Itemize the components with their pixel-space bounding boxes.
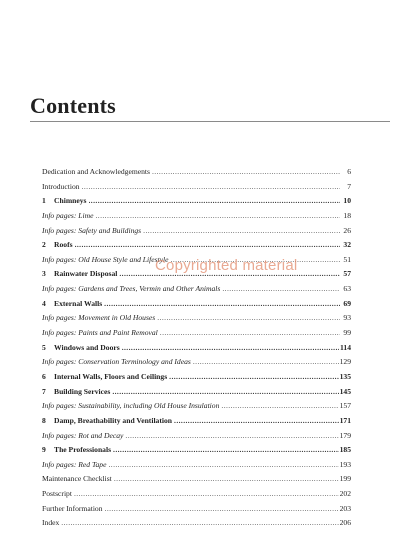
- toc-entry: [42, 311, 351, 326]
- toc-entry-label: Building Services: [54, 386, 111, 396]
- dot-leader: [193, 355, 339, 370]
- toc-entry-page: 57: [343, 269, 351, 279]
- dot-leader: [125, 429, 338, 444]
- dot-leader: [112, 385, 338, 400]
- toc-entry-page: 7: [347, 181, 351, 191]
- chapter-number: 5: [42, 342, 46, 352]
- chapter-number: 2: [42, 240, 46, 250]
- toc-entry: [42, 165, 351, 180]
- toc-entry-page: 18: [343, 210, 351, 220]
- toc-entry-label: Info pages: Lime: [42, 210, 94, 220]
- toc-entry-label: Info pages: Movement in Old Houses: [42, 313, 156, 323]
- dot-leader: [113, 443, 339, 458]
- toc-entry-page: 157: [339, 401, 351, 411]
- chapter-number: 3: [42, 269, 46, 279]
- dot-leader: [152, 165, 340, 180]
- toc-entry-label: Info pages: Sustainability, including Old House Insulation: [42, 401, 220, 411]
- toc-entry: [42, 209, 351, 224]
- toc-entry-label: External Walls: [54, 298, 103, 308]
- toc-entry-label: Info pages: Conservation Terminology and Ideas: [42, 357, 191, 367]
- toc-entry-label: Info pages: Paints and Paint Removal: [42, 328, 158, 338]
- dot-leader: [174, 414, 339, 429]
- chapter-number: 4: [42, 298, 46, 308]
- toc-entry-page: 206: [339, 518, 351, 528]
- toc-entry: [42, 472, 351, 487]
- dot-leader: [221, 399, 338, 414]
- toc-entry-label: Further Information: [42, 503, 103, 513]
- toc-entry-page: 99: [343, 328, 351, 338]
- heading-rule: [30, 121, 390, 122]
- toc-entry-label: Internal Walls, Floors and Ceilings: [54, 371, 168, 381]
- toc-entry: [42, 297, 351, 312]
- chapter-number: 1: [42, 196, 46, 206]
- dot-leader: [157, 311, 340, 326]
- chapter-number: 9: [42, 445, 46, 455]
- toc-entry-page: 179: [339, 430, 351, 440]
- chapter-number: 8: [42, 415, 46, 425]
- toc-entry-label: Postscript: [42, 489, 72, 499]
- toc-entry-page: 69: [343, 298, 351, 308]
- toc-entry: [42, 194, 351, 209]
- toc-entry-page: 193: [339, 459, 351, 469]
- dot-leader: [95, 209, 340, 224]
- dot-leader: [169, 370, 338, 385]
- chapter-number: 7: [42, 386, 46, 396]
- dot-leader: [89, 194, 341, 209]
- toc-entry: [42, 385, 351, 400]
- dot-leader: [171, 253, 340, 268]
- toc-entry-page: 32: [343, 240, 351, 250]
- toc-entry: [42, 341, 351, 356]
- toc-entry: [42, 458, 351, 473]
- toc-entry: [42, 443, 351, 458]
- dot-leader: [74, 487, 339, 502]
- toc-entry: [42, 487, 351, 502]
- toc-entry-label: Info pages: Rot and Decay: [42, 430, 124, 440]
- toc-entry: [42, 253, 351, 268]
- dot-leader: [114, 472, 339, 487]
- toc-entry: [42, 370, 351, 385]
- toc-entry-page: 171: [339, 415, 351, 425]
- dot-leader: [75, 238, 340, 253]
- dot-leader: [61, 516, 338, 531]
- toc-entry-page: 129: [339, 357, 351, 367]
- toc-entry-page: 93: [343, 313, 351, 323]
- toc-entry-label: Info pages: Gardens and Trees, Vermin and Other Animals: [42, 284, 221, 294]
- toc-entry: [42, 326, 351, 341]
- toc-entry-label: Rainwater Disposal: [54, 269, 118, 279]
- toc-entry-label: Info pages: Red Tape: [42, 459, 107, 469]
- dot-leader: [105, 502, 339, 517]
- toc-entry-label: Damp, Breathability and Ventilation: [54, 415, 173, 425]
- toc-entry-label: Info pages: Safety and Buildings: [42, 225, 142, 235]
- toc-entry-page: 185: [339, 445, 351, 455]
- toc-entry: [42, 267, 351, 282]
- toc-entry: [42, 282, 351, 297]
- toc-entry-page: 135: [339, 371, 351, 381]
- toc-entry: [42, 238, 351, 253]
- table-of-contents: [42, 165, 351, 531]
- toc-entry-page: 63: [343, 284, 351, 294]
- toc-entry: [42, 180, 351, 195]
- dot-leader: [108, 458, 338, 473]
- toc-entry-page: 114: [340, 342, 351, 352]
- toc-entry-label: Introduction: [42, 181, 80, 191]
- toc-entry-label: Maintenance Checklist: [42, 474, 112, 484]
- toc-entry-label: Roofs: [54, 240, 73, 250]
- toc-entry-label: Index: [42, 518, 60, 528]
- toc-entry-label: Dedication and Acknowledgements: [42, 167, 150, 176]
- chapter-number: 6: [42, 371, 46, 381]
- toc-entry-page: 203: [339, 503, 351, 513]
- dot-leader: [143, 224, 340, 239]
- toc-entry: [42, 414, 351, 429]
- toc-entry-page: 199: [339, 474, 351, 484]
- toc-entry-page: 6: [347, 167, 351, 176]
- dot-leader: [119, 267, 340, 282]
- dot-leader: [122, 341, 339, 356]
- toc-entry-label: Windows and Doors: [54, 342, 120, 352]
- toc-entry-label: The Professionals: [54, 445, 112, 455]
- toc-entry: [42, 429, 351, 444]
- watermark-text: Copyrighted material: [155, 257, 298, 274]
- dot-leader: [82, 180, 340, 195]
- toc-entry-page: 51: [343, 254, 351, 264]
- dot-leader: [160, 326, 340, 341]
- toc-entry: [42, 355, 351, 370]
- toc-entry: [42, 224, 351, 239]
- toc-entry: [42, 502, 351, 517]
- toc-entry-label: Info pages: Old House Style and Lifestyle: [42, 254, 169, 264]
- toc-entry: [42, 399, 351, 414]
- toc-entry: [42, 516, 351, 531]
- dot-leader: [104, 297, 340, 312]
- dot-leader: [222, 282, 340, 297]
- toc-entry-label: Chimneys: [54, 196, 87, 206]
- page-title: Contents: [30, 93, 116, 118]
- toc-entry-page: 26: [343, 225, 351, 235]
- toc-entry-page: 10: [343, 196, 351, 206]
- toc-entry-page: 202: [339, 489, 351, 499]
- toc-entry-page: 145: [339, 386, 351, 396]
